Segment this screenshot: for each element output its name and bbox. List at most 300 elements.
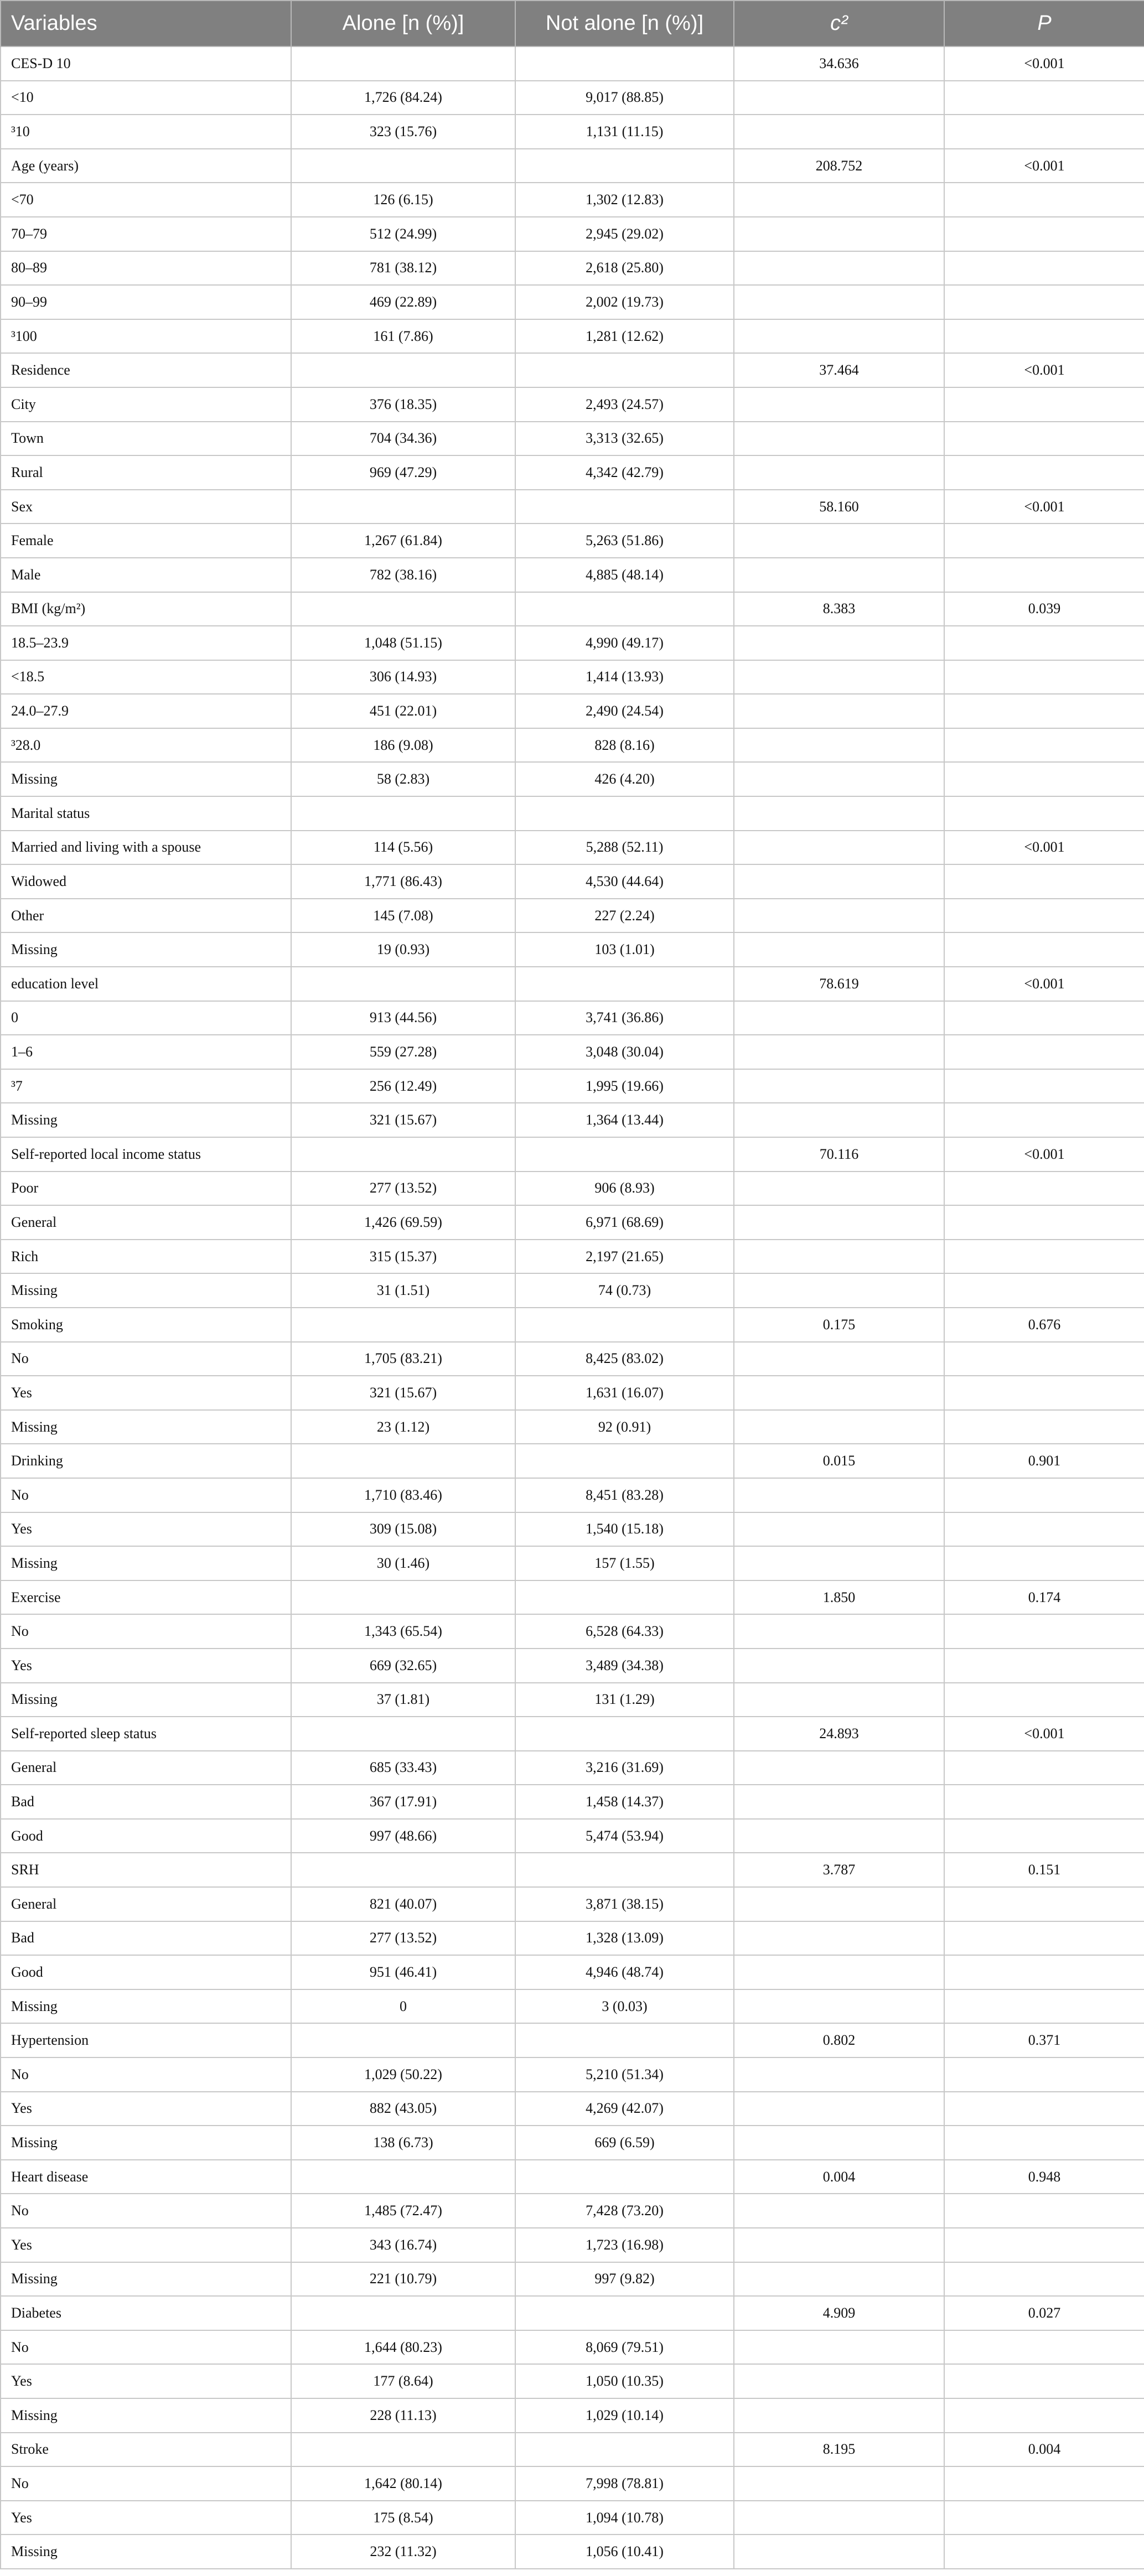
- cell-variable: Rural: [1, 455, 291, 490]
- cell-variable: Sex: [1, 490, 291, 524]
- cell-p-value: [944, 1410, 1144, 1444]
- cell-not-alone: 1,029 (10.14): [515, 2398, 734, 2433]
- table-row: [1, 1172, 1144, 1206]
- cell-chi-square: [734, 1001, 944, 1035]
- cell-not-alone: 4,269 (42.07): [515, 2092, 734, 2126]
- table-row: [1, 831, 1144, 865]
- cell-chi-square: [734, 1989, 944, 2024]
- table-row: [1, 899, 1144, 933]
- cell-chi-square: [734, 319, 944, 354]
- cell-variable: Missing: [1, 1546, 291, 1580]
- cell-not-alone: 157 (1.55): [515, 1546, 734, 1580]
- cell-alone: 175 (8.54): [291, 2501, 515, 2535]
- cell-not-alone: 2,197 (21.65): [515, 1240, 734, 1274]
- cell-chi-square: 58.160: [734, 490, 944, 524]
- cell-alone: 469 (22.89): [291, 285, 515, 319]
- cell-p-value: [944, 864, 1144, 899]
- cell-alone: 31 (1.51): [291, 1273, 515, 1308]
- header-p-value: P: [944, 1, 1144, 46]
- cell-alone: 323 (15.76): [291, 115, 515, 149]
- cell-not-alone: [515, 2160, 734, 2194]
- cell-alone: 669 (32.65): [291, 1649, 515, 1683]
- cell-variable: Married and living with a spouse: [1, 831, 291, 865]
- table-row: [1, 1887, 1144, 1921]
- table-row: [1, 967, 1144, 1001]
- table-row: [1, 1205, 1144, 1240]
- cell-p-value: 0.027: [944, 2296, 1144, 2330]
- cell-chi-square: [734, 217, 944, 251]
- cell-chi-square: [734, 2228, 944, 2262]
- cell-not-alone: 5,263 (51.86): [515, 524, 734, 558]
- table-row: [1, 1580, 1144, 1615]
- cell-alone: 321 (15.67): [291, 1376, 515, 1410]
- cell-alone: 309 (15.08): [291, 1512, 515, 1547]
- header-row: [1, 1, 1144, 46]
- cell-not-alone: 1,723 (16.98): [515, 2228, 734, 2262]
- cell-chi-square: 3.787: [734, 1853, 944, 1887]
- cell-not-alone: 3,741 (36.86): [515, 1001, 734, 1035]
- cell-not-alone: [515, 353, 734, 387]
- cell-variable: No: [1, 1342, 291, 1376]
- cell-alone: 126 (6.15): [291, 183, 515, 217]
- cell-p-value: [944, 1921, 1144, 1956]
- cell-not-alone: 1,631 (16.07): [515, 1376, 734, 1410]
- cell-p-value: [944, 1205, 1144, 1240]
- cell-alone: 1,771 (86.43): [291, 864, 515, 899]
- table-row: [1, 319, 1144, 354]
- table-row: [1, 1376, 1144, 1410]
- cell-chi-square: 78.619: [734, 967, 944, 1001]
- cell-alone: 315 (15.37): [291, 1240, 515, 1274]
- cell-not-alone: 2,618 (25.80): [515, 251, 734, 286]
- cell-alone: [291, 1580, 515, 1615]
- table-row: [1, 796, 1144, 831]
- cell-variable: Heart disease: [1, 2160, 291, 2194]
- cell-p-value: [944, 1887, 1144, 1921]
- cell-variable: Yes: [1, 1376, 291, 1410]
- cell-variable: Age (years): [1, 149, 291, 183]
- cell-p-value: [944, 1683, 1144, 1717]
- table-row: [1, 2466, 1144, 2501]
- cell-chi-square: [734, 2092, 944, 2126]
- cell-variable: Town: [1, 422, 291, 456]
- cell-not-alone: 5,210 (51.34): [515, 2057, 734, 2092]
- cell-not-alone: 1,328 (13.09): [515, 1921, 734, 1956]
- cell-alone: 969 (47.29): [291, 455, 515, 490]
- cell-alone: 376 (18.35): [291, 387, 515, 422]
- cell-p-value: [944, 1819, 1144, 1853]
- table-row: [1, 1921, 1144, 1956]
- table-row: [1, 1546, 1144, 1580]
- cell-alone: 821 (40.07): [291, 1887, 515, 1921]
- cell-p-value: [944, 2126, 1144, 2160]
- cell-alone: 685 (33.43): [291, 1751, 515, 1785]
- cell-not-alone: 2,490 (24.54): [515, 694, 734, 728]
- cell-p-value: <0.001: [944, 149, 1144, 183]
- cell-chi-square: [734, 1819, 944, 1853]
- cell-p-value: <0.001: [944, 46, 1144, 81]
- cell-chi-square: [734, 2126, 944, 2160]
- cell-p-value: [944, 1614, 1144, 1649]
- table-row: [1, 2398, 1144, 2433]
- cell-chi-square: [734, 1649, 944, 1683]
- cell-alone: 1,710 (83.46): [291, 1478, 515, 1512]
- cell-chi-square: 4.909: [734, 2296, 944, 2330]
- cell-chi-square: 0.802: [734, 2023, 944, 2057]
- table-row: [1, 2023, 1144, 2057]
- cell-not-alone: 5,474 (53.94): [515, 1819, 734, 1853]
- cell-p-value: 0.901: [944, 1444, 1144, 1478]
- cell-alone: 23 (1.12): [291, 1410, 515, 1444]
- table-row: [1, 1614, 1144, 1649]
- table-row: [1, 1308, 1144, 1342]
- cell-alone: 0: [291, 1989, 515, 2024]
- cell-not-alone: 4,530 (44.64): [515, 864, 734, 899]
- cell-chi-square: 0.015: [734, 1444, 944, 1478]
- cell-alone: [291, 796, 515, 831]
- cell-alone: [291, 592, 515, 626]
- cell-not-alone: [515, 592, 734, 626]
- cell-alone: [291, 1444, 515, 1478]
- cell-chi-square: [734, 422, 944, 456]
- cell-p-value: [944, 524, 1144, 558]
- table-row: [1, 1989, 1144, 2024]
- cell-chi-square: [734, 1683, 944, 1717]
- cell-p-value: [944, 899, 1144, 933]
- cell-variable: Widowed: [1, 864, 291, 899]
- cell-p-value: [944, 2092, 1144, 2126]
- cell-variable: Yes: [1, 2501, 291, 2535]
- cell-not-alone: 7,998 (78.81): [515, 2466, 734, 2501]
- cell-chi-square: [734, 831, 944, 865]
- cell-variable: Good: [1, 1819, 291, 1853]
- cell-alone: [291, 2296, 515, 2330]
- cell-not-alone: 92 (0.91): [515, 1410, 734, 1444]
- cell-alone: 913 (44.56): [291, 1001, 515, 1035]
- cell-variable: Self-reported sleep status: [1, 1717, 291, 1751]
- cell-variable: No: [1, 1614, 291, 1649]
- table-row: [1, 1069, 1144, 1103]
- cell-chi-square: [734, 251, 944, 286]
- cell-chi-square: [734, 183, 944, 217]
- cell-variable: Missing: [1, 932, 291, 967]
- cell-variable: City: [1, 387, 291, 422]
- cell-p-value: [944, 660, 1144, 694]
- cell-alone: 367 (17.91): [291, 1785, 515, 1819]
- cell-chi-square: [734, 81, 944, 115]
- cell-chi-square: 8.383: [734, 592, 944, 626]
- cell-alone: 1,267 (61.84): [291, 524, 515, 558]
- cell-p-value: [944, 2364, 1144, 2398]
- cell-not-alone: 6,971 (68.69): [515, 1205, 734, 1240]
- table-row: [1, 694, 1144, 728]
- cell-chi-square: [734, 1512, 944, 1547]
- cell-alone: [291, 149, 515, 183]
- cell-chi-square: [734, 1921, 944, 1956]
- cell-alone: 138 (6.73): [291, 2126, 515, 2160]
- cell-not-alone: 2,945 (29.02): [515, 217, 734, 251]
- cell-variable: No: [1, 2330, 291, 2365]
- cell-p-value: [944, 1785, 1144, 1819]
- table-row: [1, 932, 1144, 967]
- cell-alone: 228 (11.13): [291, 2398, 515, 2433]
- cell-alone: 221 (10.79): [291, 2262, 515, 2297]
- table-row: [1, 2228, 1144, 2262]
- cell-alone: 277 (13.52): [291, 1921, 515, 1956]
- cell-p-value: [944, 387, 1144, 422]
- table-row: [1, 251, 1144, 286]
- cell-not-alone: 2,002 (19.73): [515, 285, 734, 319]
- cell-p-value: [944, 1546, 1144, 1580]
- cell-not-alone: 9,017 (88.85): [515, 81, 734, 115]
- cell-not-alone: 8,451 (83.28): [515, 1478, 734, 1512]
- cell-chi-square: [734, 1751, 944, 1785]
- cell-p-value: [944, 1069, 1144, 1103]
- cell-variable: Self-reported local income status: [1, 1137, 291, 1172]
- cell-not-alone: 1,364 (13.44): [515, 1103, 734, 1137]
- cell-not-alone: 997 (9.82): [515, 2262, 734, 2297]
- cell-alone: 882 (43.05): [291, 2092, 515, 2126]
- cell-variable: Female: [1, 524, 291, 558]
- cell-variable: Poor: [1, 1172, 291, 1206]
- cell-alone: 781 (38.12): [291, 251, 515, 286]
- cell-p-value: 0.151: [944, 1853, 1144, 1887]
- cell-alone: 145 (7.08): [291, 899, 515, 933]
- table-row: [1, 1853, 1144, 1887]
- cell-alone: [291, 1308, 515, 1342]
- cell-variable: Missing: [1, 2262, 291, 2297]
- cell-chi-square: 34.636: [734, 46, 944, 81]
- cell-variable: SRH: [1, 1853, 291, 1887]
- cell-alone: 256 (12.49): [291, 1069, 515, 1103]
- cell-not-alone: [515, 1580, 734, 1615]
- cell-not-alone: 906 (8.93): [515, 1172, 734, 1206]
- table-row: [1, 2262, 1144, 2297]
- table-row: [1, 1035, 1144, 1069]
- cell-not-alone: 1,995 (19.66): [515, 1069, 734, 1103]
- cell-chi-square: [734, 285, 944, 319]
- cell-not-alone: [515, 2023, 734, 2057]
- table-row: [1, 2501, 1144, 2535]
- cell-not-alone: 1,302 (12.83): [515, 183, 734, 217]
- cell-variable: Missing: [1, 1273, 291, 1308]
- cell-not-alone: 3,048 (30.04): [515, 1035, 734, 1069]
- cell-variable: <10: [1, 81, 291, 115]
- cell-p-value: [944, 217, 1144, 251]
- cell-chi-square: [734, 2057, 944, 2092]
- cell-not-alone: [515, 2433, 734, 2467]
- table-row: [1, 2057, 1144, 2092]
- cell-not-alone: [515, 149, 734, 183]
- table-row: [1, 1751, 1144, 1785]
- table-row: [1, 2296, 1144, 2330]
- cell-p-value: [944, 1001, 1144, 1035]
- cell-variable: Diabetes: [1, 2296, 291, 2330]
- cell-not-alone: [515, 46, 734, 81]
- cell-alone: 559 (27.28): [291, 1035, 515, 1069]
- cell-variable: education level: [1, 967, 291, 1001]
- table-row: [1, 1410, 1144, 1444]
- cell-chi-square: [734, 2262, 944, 2297]
- cell-alone: 343 (16.74): [291, 2228, 515, 2262]
- cell-not-alone: 6,528 (64.33): [515, 1614, 734, 1649]
- cell-not-alone: [515, 1853, 734, 1887]
- cell-chi-square: [734, 728, 944, 763]
- cell-p-value: [944, 1035, 1144, 1069]
- cell-variable: General: [1, 1887, 291, 1921]
- cell-not-alone: 2,493 (24.57): [515, 387, 734, 422]
- cell-not-alone: 1,414 (13.93): [515, 660, 734, 694]
- cell-alone: 782 (38.16): [291, 558, 515, 592]
- cell-variable: Bad: [1, 1785, 291, 1819]
- cell-p-value: [944, 1240, 1144, 1274]
- table-row: [1, 1819, 1144, 1853]
- table-row: [1, 115, 1144, 149]
- cell-alone: 19 (0.93): [291, 932, 515, 967]
- cell-p-value: [944, 2466, 1144, 2501]
- cell-not-alone: [515, 1717, 734, 1751]
- cell-p-value: 0.004: [944, 2433, 1144, 2467]
- table-row: [1, 592, 1144, 626]
- table-row: [1, 2364, 1144, 2398]
- cell-variable: Residence: [1, 353, 291, 387]
- cell-variable: Hypertension: [1, 2023, 291, 2057]
- cell-chi-square: [734, 2501, 944, 2535]
- table-body: [1, 46, 1144, 2569]
- cell-variable: No: [1, 2194, 291, 2228]
- cell-chi-square: [734, 932, 944, 967]
- cell-chi-square: 8.195: [734, 2433, 944, 2467]
- table-row: [1, 217, 1144, 251]
- cell-variable: ³7: [1, 1069, 291, 1103]
- cell-not-alone: 131 (1.29): [515, 1683, 734, 1717]
- cell-not-alone: 74 (0.73): [515, 1273, 734, 1308]
- table-row: [1, 1785, 1144, 1819]
- table-row: [1, 864, 1144, 899]
- cell-p-value: [944, 1478, 1144, 1512]
- cell-not-alone: 3,871 (38.15): [515, 1887, 734, 1921]
- cell-alone: 186 (9.08): [291, 728, 515, 763]
- table-row: [1, 81, 1144, 115]
- cell-p-value: 0.039: [944, 592, 1144, 626]
- cell-not-alone: 1,056 (10.41): [515, 2534, 734, 2569]
- cell-chi-square: [734, 524, 944, 558]
- cell-variable: General: [1, 1751, 291, 1785]
- cell-chi-square: [734, 1887, 944, 1921]
- cell-p-value: [944, 81, 1144, 115]
- cell-alone: 1,029 (50.22): [291, 2057, 515, 2092]
- cell-alone: 951 (46.41): [291, 1955, 515, 1989]
- cell-variable: Marital status: [1, 796, 291, 831]
- table-row: [1, 1137, 1144, 1172]
- cell-alone: 1,426 (69.59): [291, 1205, 515, 1240]
- cell-chi-square: [734, 1955, 944, 1989]
- table-row: [1, 524, 1144, 558]
- cell-not-alone: 4,946 (48.74): [515, 1955, 734, 1989]
- cell-variable: Missing: [1, 1410, 291, 1444]
- cell-alone: [291, 46, 515, 81]
- cell-variable: <70: [1, 183, 291, 217]
- table-row: [1, 149, 1144, 183]
- table-row: [1, 2433, 1144, 2467]
- cell-not-alone: [515, 796, 734, 831]
- cell-variable: ³28.0: [1, 728, 291, 763]
- cell-alone: 1,048 (51.15): [291, 626, 515, 660]
- cell-alone: 321 (15.67): [291, 1103, 515, 1137]
- cell-chi-square: 208.752: [734, 149, 944, 183]
- cell-p-value: [944, 932, 1144, 967]
- cell-variable: <18.5: [1, 660, 291, 694]
- cell-p-value: 0.676: [944, 1308, 1144, 1342]
- cell-alone: 37 (1.81): [291, 1683, 515, 1717]
- cell-chi-square: [734, 558, 944, 592]
- cell-variable: BMI (kg/m²): [1, 592, 291, 626]
- cell-not-alone: 1,281 (12.62): [515, 319, 734, 354]
- cell-variable: 18.5–23.9: [1, 626, 291, 660]
- cell-p-value: <0.001: [944, 967, 1144, 1001]
- cell-variable: Missing: [1, 762, 291, 796]
- table-row: [1, 1955, 1144, 1989]
- cell-variable: Yes: [1, 2092, 291, 2126]
- cell-p-value: <0.001: [944, 353, 1144, 387]
- cell-alone: [291, 2023, 515, 2057]
- cell-not-alone: 1,050 (10.35): [515, 2364, 734, 2398]
- cell-not-alone: 4,885 (48.14): [515, 558, 734, 592]
- cell-chi-square: [734, 2466, 944, 2501]
- table-row: [1, 387, 1144, 422]
- table-header: [1, 1, 1144, 46]
- table-row: [1, 1649, 1144, 1683]
- cell-alone: 1,705 (83.21): [291, 1342, 515, 1376]
- cell-variable: ³100: [1, 319, 291, 354]
- cell-variable: Missing: [1, 2126, 291, 2160]
- cell-chi-square: [734, 387, 944, 422]
- table-row: [1, 490, 1144, 524]
- header-chi-square: c²: [734, 1, 944, 46]
- cell-chi-square: [734, 115, 944, 149]
- header-not-alone: Not alone [n (%)]: [515, 1, 734, 46]
- cell-p-value: [944, 1512, 1144, 1547]
- cell-variable: ³10: [1, 115, 291, 149]
- cell-alone: 306 (14.93): [291, 660, 515, 694]
- cell-chi-square: [734, 1376, 944, 1410]
- cell-not-alone: 426 (4.20): [515, 762, 734, 796]
- cell-not-alone: [515, 1308, 734, 1342]
- table-row: [1, 422, 1144, 456]
- cell-alone: 177 (8.64): [291, 2364, 515, 2398]
- cell-variable: Yes: [1, 1512, 291, 1547]
- cell-variable: Yes: [1, 2228, 291, 2262]
- header-alone: Alone [n (%)]: [291, 1, 515, 46]
- cell-p-value: [944, 796, 1144, 831]
- cell-p-value: [944, 455, 1144, 490]
- table-row: [1, 1683, 1144, 1717]
- cell-p-value: 0.948: [944, 2160, 1144, 2194]
- cell-chi-square: [734, 1240, 944, 1274]
- cell-p-value: [944, 558, 1144, 592]
- table-row: [1, 626, 1144, 660]
- cell-p-value: [944, 422, 1144, 456]
- cell-alone: [291, 1137, 515, 1172]
- cell-not-alone: 3,489 (34.38): [515, 1649, 734, 1683]
- cell-p-value: [944, 626, 1144, 660]
- cell-p-value: 0.174: [944, 1580, 1144, 1615]
- cell-chi-square: [734, 2194, 944, 2228]
- cell-not-alone: 669 (6.59): [515, 2126, 734, 2160]
- table-row: [1, 455, 1144, 490]
- cell-chi-square: 70.116: [734, 1137, 944, 1172]
- table-row: [1, 660, 1144, 694]
